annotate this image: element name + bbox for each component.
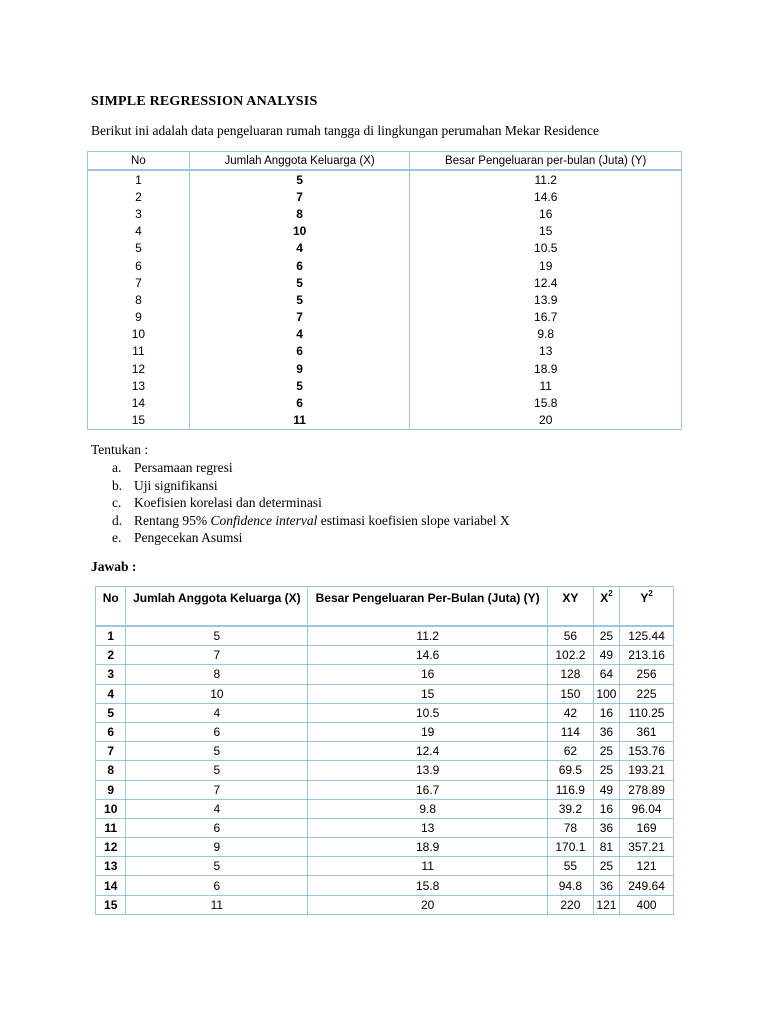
table-row [88, 412, 682, 430]
column-header [308, 587, 548, 627]
table-cell: 4 [126, 703, 308, 722]
table-row [88, 309, 682, 326]
table-cell: 5 [96, 703, 126, 722]
table-row [88, 343, 682, 360]
table-cell: 6 [126, 722, 308, 741]
table-cell: 10 [189, 223, 410, 240]
table-cell: 193.21 [620, 761, 674, 780]
column-header [126, 587, 308, 627]
table-cell: 7 [126, 646, 308, 665]
table-cell: 16 [593, 799, 619, 818]
table-row [96, 742, 674, 761]
table-row [88, 360, 682, 377]
table-cell: 15 [96, 895, 126, 914]
table-cell: 12 [88, 360, 190, 377]
table-cell: 69.5 [548, 761, 594, 780]
table-cell: 3 [96, 665, 126, 684]
table-cell: 62 [548, 742, 594, 761]
column-header-label: Jumlah Anggota Keluarga (X) [133, 591, 301, 605]
table-cell: 121 [593, 895, 619, 914]
table-cell: 8 [126, 665, 308, 684]
column-header-label: Y [640, 591, 649, 605]
table-cell: 5 [88, 240, 190, 257]
column-header [593, 587, 619, 627]
column-header: No [88, 152, 190, 171]
table-cell: 13 [88, 377, 190, 394]
list-item [112, 512, 510, 530]
list-text [134, 512, 510, 530]
table-cell: 153.76 [620, 742, 674, 761]
table-cell: 13.9 [410, 291, 682, 308]
table-cell: 81 [593, 838, 619, 857]
table-cell: 9.8 [308, 799, 548, 818]
table-cell: 128 [548, 665, 594, 684]
column-header-label: No [102, 591, 119, 605]
italic-term: Confidence interval [210, 512, 318, 528]
table-cell: 6 [126, 818, 308, 837]
table-cell: 25 [593, 761, 619, 780]
table-cell: 116.9 [548, 780, 594, 799]
table-cell: 5 [189, 274, 410, 291]
list-item [112, 459, 510, 477]
table-row [88, 326, 682, 343]
column-header [620, 587, 674, 627]
table-cell: 170.1 [548, 838, 594, 857]
table-cell: 169 [620, 818, 674, 837]
table-cell: 42 [548, 703, 594, 722]
table-cell: 36 [593, 818, 619, 837]
table-cell: 249.64 [620, 876, 674, 895]
list-text [134, 529, 242, 547]
table-cell: 361 [620, 722, 674, 741]
answer-table [95, 586, 674, 915]
column-header [96, 587, 126, 627]
table-cell: 12 [96, 838, 126, 857]
list-text-part: Persamaan regresi [134, 460, 233, 475]
table-cell: 14.6 [410, 188, 682, 205]
table-row [88, 223, 682, 240]
table-cell: 11 [410, 377, 682, 394]
table-cell: 16 [308, 665, 548, 684]
table-cell: 10.5 [410, 240, 682, 257]
table-cell: 1 [88, 170, 190, 188]
table-cell: 64 [593, 665, 619, 684]
table-cell: 102.2 [548, 646, 594, 665]
data-table-header-row [88, 152, 682, 171]
table-cell: 25 [593, 742, 619, 761]
table-cell: 5 [126, 626, 308, 646]
table-row [96, 626, 674, 646]
table-cell: 94.8 [548, 876, 594, 895]
table-cell: 19 [410, 257, 682, 274]
table-cell: 4 [88, 223, 190, 240]
task-list [112, 459, 510, 547]
list-text-part: Rentang 95% [134, 512, 211, 528]
table-cell: 6 [88, 257, 190, 274]
table-cell: 5 [126, 857, 308, 876]
table-cell: 16 [593, 703, 619, 722]
table-row [88, 394, 682, 411]
table-cell: 11 [189, 412, 410, 430]
table-cell: 10 [88, 326, 190, 343]
table-cell: 13 [96, 857, 126, 876]
superscript: 2 [608, 589, 613, 598]
list-letter: a. [112, 460, 122, 475]
table-row [96, 761, 674, 780]
table-cell: 25 [593, 626, 619, 646]
table-cell: 9 [96, 780, 126, 799]
table-cell: 4 [189, 240, 410, 257]
table-cell: 114 [548, 722, 594, 741]
table-cell: 56 [548, 626, 594, 646]
table-cell: 6 [126, 876, 308, 895]
column-header-label: X [600, 591, 609, 605]
table-cell: 7 [88, 274, 190, 291]
table-cell: 19 [308, 722, 548, 741]
table-cell: 18.9 [410, 360, 682, 377]
table-cell: 6 [189, 394, 410, 411]
table-row [96, 818, 674, 837]
table-row [96, 684, 674, 703]
column-header-label: XY [562, 591, 579, 605]
table-cell: 36 [593, 722, 619, 741]
column-header [548, 587, 594, 627]
table-cell: 12.4 [308, 742, 548, 761]
table-cell: 20 [410, 412, 682, 430]
table-cell: 6 [96, 722, 126, 741]
table-cell: 55 [548, 857, 594, 876]
table-row [88, 170, 682, 188]
table-row [96, 876, 674, 895]
table-cell: 14 [96, 876, 126, 895]
table-row [88, 291, 682, 308]
list-text [134, 477, 218, 495]
table-row [96, 703, 674, 722]
list-text [134, 459, 233, 477]
table-cell: 400 [620, 895, 674, 914]
table-cell: 357.21 [620, 838, 674, 857]
table-cell: 5 [126, 761, 308, 780]
table-cell: 20 [308, 895, 548, 914]
table-cell: 16.7 [410, 309, 682, 326]
table-cell: 7 [96, 742, 126, 761]
table-cell: 6 [189, 343, 410, 360]
list-letter: e. [112, 530, 122, 545]
table-cell: 13.9 [308, 761, 548, 780]
table-row [96, 799, 674, 818]
table-cell: 11 [88, 343, 190, 360]
table-cell: 8 [88, 291, 190, 308]
table-cell: 18.9 [308, 838, 548, 857]
table-row [88, 240, 682, 257]
column-header-label: Besar Pengeluaran Per-Bulan (Juta) (Y) [315, 591, 540, 605]
list-item [112, 529, 510, 547]
table-cell: 1 [96, 626, 126, 646]
page-title: SIMPLE REGRESSION ANALYSIS [91, 94, 318, 109]
table-cell: 11 [96, 818, 126, 837]
superscript: 2 [648, 589, 653, 598]
table-row [96, 646, 674, 665]
table-cell: 9 [126, 838, 308, 857]
table-cell: 15 [308, 684, 548, 703]
table-cell: 78 [548, 818, 594, 837]
tentukan-label: Tentukan : [91, 442, 149, 457]
table-cell: 11 [308, 857, 548, 876]
table-cell: 7 [126, 780, 308, 799]
table-cell: 5 [126, 742, 308, 761]
table-cell: 39.2 [548, 799, 594, 818]
jawab-label: Jawab : [91, 559, 137, 574]
data-table [87, 151, 682, 430]
table-cell: 3 [88, 205, 190, 222]
list-text [134, 494, 322, 512]
list-letter: b. [112, 477, 123, 493]
table-cell: 14 [88, 394, 190, 411]
table-row [96, 722, 674, 741]
table-cell: 256 [620, 665, 674, 684]
table-row [96, 895, 674, 914]
table-cell: 225 [620, 684, 674, 703]
table-row [88, 257, 682, 274]
table-cell: 15.8 [308, 876, 548, 895]
table-cell: 49 [593, 780, 619, 799]
table-cell: 15.8 [410, 394, 682, 411]
table-cell: 213.16 [620, 646, 674, 665]
table-cell: 100 [593, 684, 619, 703]
table-cell: 96.04 [620, 799, 674, 818]
table-cell: 15 [410, 223, 682, 240]
table-cell: 4 [96, 684, 126, 703]
table-row [96, 838, 674, 857]
answer-table-header-row [96, 587, 674, 627]
table-cell: 7 [189, 188, 410, 205]
table-cell: 16.7 [308, 780, 548, 799]
table-cell: 7 [189, 309, 410, 326]
table-cell: 8 [189, 205, 410, 222]
table-row [96, 857, 674, 876]
table-cell: 15 [88, 412, 190, 430]
table-cell: 2 [96, 646, 126, 665]
answer-table-body [96, 626, 674, 914]
table-cell: 2 [88, 188, 190, 205]
table-cell: 8 [96, 761, 126, 780]
list-text-part: Koefisien korelasi dan determinasi [134, 495, 322, 510]
table-cell: 10.5 [308, 703, 548, 722]
list-item [112, 477, 510, 495]
table-row [96, 780, 674, 799]
table-row [88, 274, 682, 291]
table-cell: 12.4 [410, 274, 682, 291]
list-letter: c. [112, 495, 122, 510]
table-cell: 10 [96, 799, 126, 818]
table-cell: 11.2 [410, 170, 682, 188]
table-cell: 11.2 [308, 626, 548, 646]
table-cell: 9.8 [410, 326, 682, 343]
table-cell: 278.89 [620, 780, 674, 799]
table-cell: 121 [620, 857, 674, 876]
list-text-part: estimasi koefisien slope variabel X [317, 512, 510, 528]
column-header: Jumlah Anggota Keluarga (X) [189, 152, 410, 171]
list-item [112, 494, 510, 512]
table-cell: 6 [189, 257, 410, 274]
table-row [88, 205, 682, 222]
table-cell: 25 [593, 857, 619, 876]
list-text-part: Pengecekan Asumsi [134, 530, 243, 545]
table-cell: 49 [593, 646, 619, 665]
table-row [96, 665, 674, 684]
data-table-body [88, 170, 682, 429]
table-cell: 9 [189, 360, 410, 377]
table-cell: 5 [189, 170, 410, 188]
table-cell: 10 [126, 684, 308, 703]
table-cell: 36 [593, 876, 619, 895]
table-cell: 4 [189, 326, 410, 343]
table-cell: 14.6 [308, 646, 548, 665]
table-cell: 13 [308, 818, 548, 837]
table-cell: 9 [88, 309, 190, 326]
table-row [88, 377, 682, 394]
table-row [88, 188, 682, 205]
list-letter: d. [112, 512, 123, 528]
table-cell: 125.44 [620, 626, 674, 646]
table-cell: 16 [410, 205, 682, 222]
table-cell: 4 [126, 799, 308, 818]
table-cell: 5 [189, 291, 410, 308]
intro-text: Berikut ini adalah data pengeluaran rumah tangga di lingkungan perumahan Mekar Residence [91, 123, 599, 138]
list-text-part: Uji signifikansi [134, 477, 218, 493]
column-header: Besar Pengeluaran per-bulan (Juta) (Y) [410, 152, 682, 171]
table-cell: 150 [548, 684, 594, 703]
table-cell: 110.25 [620, 703, 674, 722]
table-cell: 13 [410, 343, 682, 360]
table-cell: 11 [126, 895, 308, 914]
table-cell: 220 [548, 895, 594, 914]
table-cell: 5 [189, 377, 410, 394]
